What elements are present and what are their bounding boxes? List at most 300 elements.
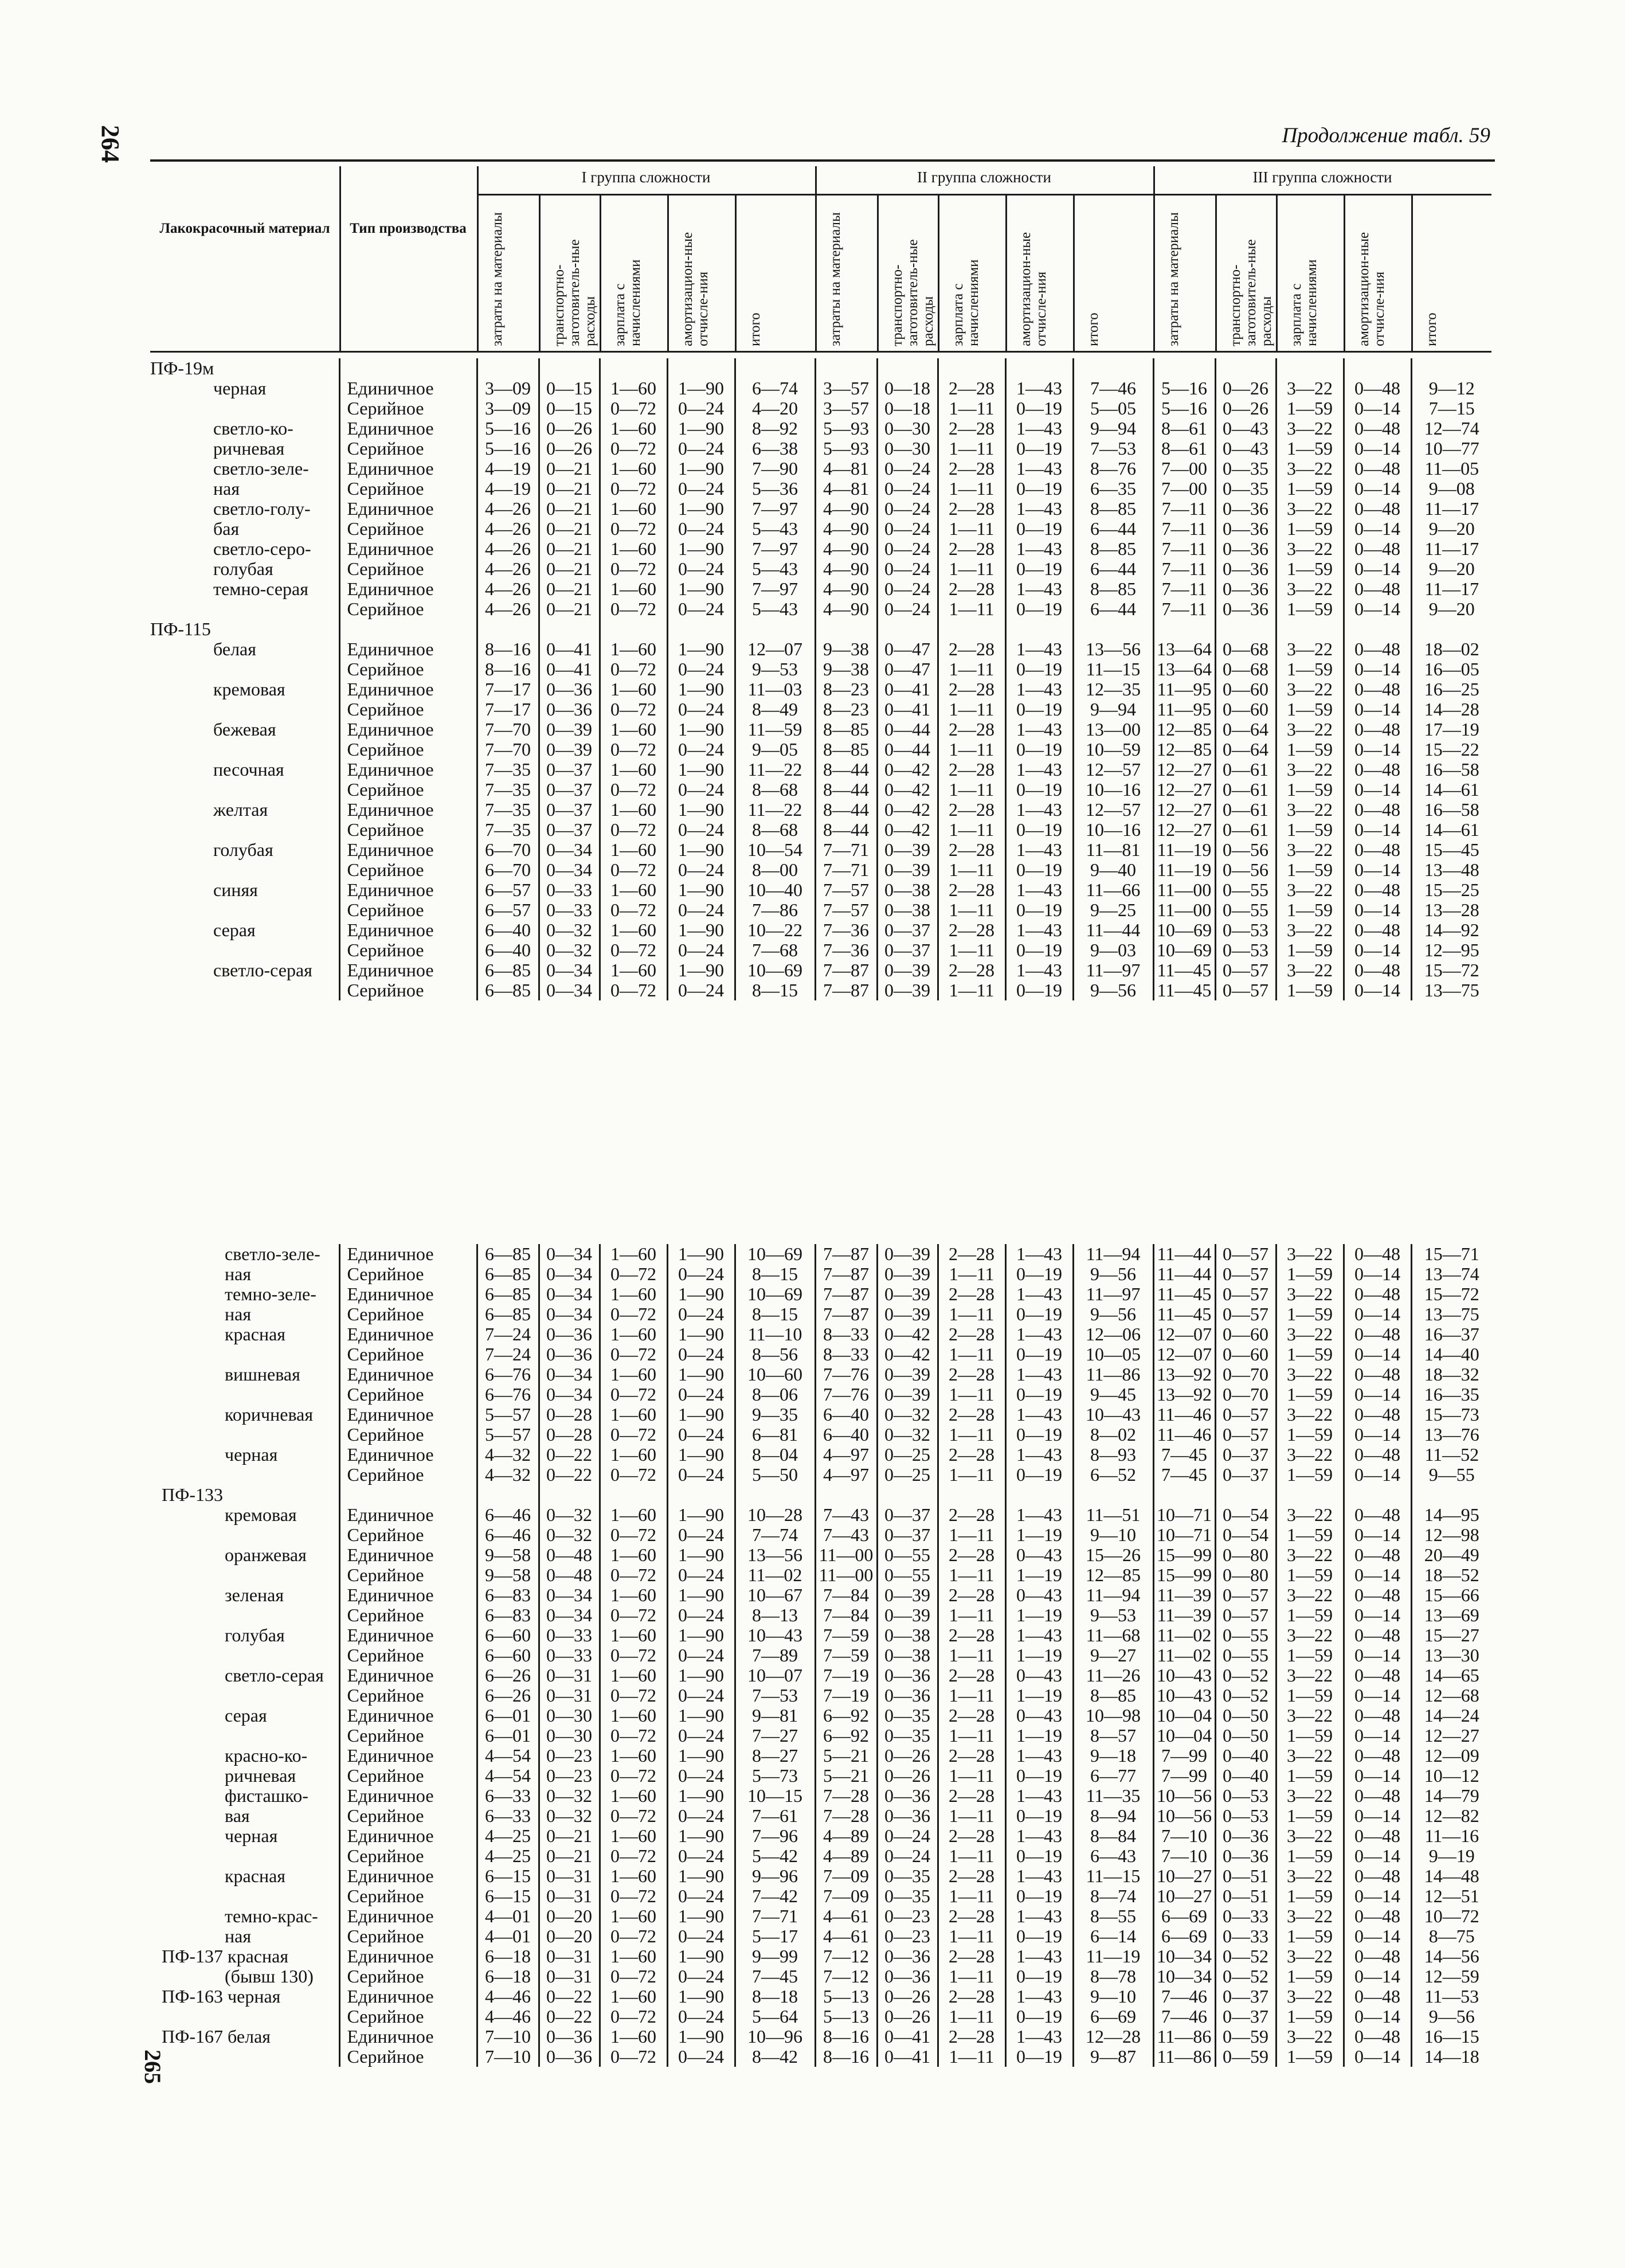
cost-cell: 12—07	[735, 639, 815, 659]
cost-cell: 0—19	[1005, 699, 1073, 719]
material-name: светло-серая	[213, 960, 312, 980]
cost-cell: 0—39	[877, 1304, 938, 1324]
cost-cell	[1276, 619, 1344, 639]
table-row	[162, 1906, 1491, 1926]
cost-cell: 1—59	[1276, 1846, 1344, 1866]
cost-cell	[477, 358, 539, 378]
cost-cell: 0—59	[1215, 2047, 1276, 2067]
production-type: Серийное	[339, 1385, 477, 1405]
cost-cell: 1—11	[938, 519, 1005, 539]
cost-cell: 2—28	[938, 1786, 1005, 1806]
cost-cell: 7—10	[1153, 1846, 1215, 1866]
cost-cell: 12—35	[1073, 679, 1153, 699]
cost-cell: 1—60	[600, 1706, 667, 1726]
header-group-rule	[477, 194, 815, 195]
cost-cell: 1—60	[600, 459, 667, 479]
cost-cell: 0—48	[1344, 960, 1411, 980]
cost-cell: 0—36	[1215, 539, 1276, 559]
cost-cell: 7—70	[477, 719, 539, 740]
cost-cell	[815, 358, 877, 378]
cost-cell: 0—24	[667, 900, 735, 920]
cost-cell: 0—24	[877, 599, 938, 619]
cost-cell: 12—57	[1073, 760, 1153, 780]
cost-cell: 8—85	[815, 740, 877, 760]
cost-cell: 0—48	[1344, 1786, 1411, 1806]
table-row	[162, 1545, 1491, 1565]
cost-cell: 0—21	[539, 479, 600, 499]
cost-cell: 8—15	[735, 1304, 815, 1324]
cost-cell: 10—12	[1411, 1766, 1491, 1786]
cost-cell: 0—24	[667, 599, 735, 619]
table-row	[150, 719, 1491, 740]
production-type: Единичное	[339, 1445, 477, 1465]
cost-cell: 0—35	[877, 1886, 938, 1906]
cost-cell: 13—69	[1411, 1605, 1491, 1625]
cost-cell: 7—96	[735, 1826, 815, 1846]
production-type: Единичное	[339, 840, 477, 860]
cost-cell: 1—90	[667, 1746, 735, 1766]
cost-cell: 7—10	[1153, 1826, 1215, 1846]
cost-cell: 0—72	[600, 1686, 667, 1706]
cost-cell: 6—85	[477, 960, 539, 980]
cost-cell: 6—01	[477, 1706, 539, 1726]
cost-cell: 11—86	[1153, 2027, 1215, 2047]
cost-cell: 4—90	[815, 559, 877, 579]
material-name	[150, 900, 339, 920]
cost-cell: 5—43	[735, 559, 815, 579]
cost-cell: 1—43	[1005, 880, 1073, 900]
cost-cell: 1—59	[1276, 1726, 1344, 1746]
cost-cell	[1344, 358, 1411, 378]
cost-cell: 3—22	[1276, 1405, 1344, 1425]
cost-cell: 0—39	[877, 1264, 938, 1284]
cost-cell: 13—76	[1411, 1425, 1491, 1445]
cost-cell: 1—11	[938, 1966, 1005, 1987]
production-type: Единичное	[339, 960, 477, 980]
cost-cell: 0—14	[1344, 860, 1411, 880]
cost-cell: 0—48	[1344, 719, 1411, 740]
cost-cell: 0—19	[1005, 2047, 1073, 2067]
cost-cell: 1—60	[600, 800, 667, 820]
cost-cell: 11—97	[1073, 960, 1153, 980]
material-name: фисташко-	[225, 1786, 308, 1806]
cost-cell: 5—17	[735, 1926, 815, 1946]
cost-cell: 8—33	[815, 1324, 877, 1344]
cost-cell	[477, 1485, 539, 1505]
cost-cell: 1—43	[1005, 378, 1073, 398]
cost-cell: 1—43	[1005, 459, 1073, 479]
cost-cell: 3—22	[1276, 1786, 1344, 1806]
cost-cell: 10—04	[1153, 1706, 1215, 1726]
cost-cell: 0—23	[877, 1906, 938, 1926]
cost-cell: 11—59	[735, 719, 815, 740]
production-type: Серийное	[339, 1726, 477, 1746]
cost-cell: 0—24	[667, 1565, 735, 1585]
cost-cell: 7—17	[477, 679, 539, 699]
cost-cell: 1—19	[1005, 1565, 1073, 1585]
cost-cell: 0—14	[1344, 1605, 1411, 1625]
header-bottom-rule	[150, 351, 1491, 353]
cost-cell: 0—18	[877, 398, 938, 419]
cost-cell: 0—24	[667, 479, 735, 499]
cost-cell: 12—98	[1411, 1525, 1491, 1545]
group-header: II группа сложности	[917, 169, 1051, 186]
cost-cell: 3—22	[1276, 1324, 1344, 1344]
cost-cell: 0—55	[877, 1545, 938, 1565]
cost-cell: 1—59	[1276, 398, 1344, 419]
cost-cell: 7—45	[1153, 1465, 1215, 1485]
cost-cell: 1—59	[1276, 1806, 1344, 1826]
production-type: Единичное	[339, 459, 477, 479]
cost-cell	[1411, 358, 1491, 378]
subcolumn-header: амортизацион-ные отчисле-ния	[1356, 232, 1387, 346]
cost-cell: 9—10	[1073, 1987, 1153, 2007]
product-group-name: ПФ-133	[162, 1485, 224, 1505]
table-row	[162, 1826, 1491, 1846]
cost-cell: 0—31	[539, 1886, 600, 1906]
cost-cell: 1—59	[1276, 1645, 1344, 1665]
cost-cell: 0—23	[877, 1926, 938, 1946]
material-name: светло-голу-	[213, 499, 311, 519]
cost-cell: 0—14	[1344, 659, 1411, 679]
cost-cell: 0—32	[877, 1405, 938, 1425]
cost-cell: 0—48	[1344, 880, 1411, 900]
cost-cell: 0—19	[1005, 1465, 1073, 1485]
cost-cell: 0—48	[1344, 1987, 1411, 2007]
cost-cell: 0—21	[539, 559, 600, 579]
cost-cell: 6—40	[815, 1405, 877, 1425]
cost-cell: 9—53	[1073, 1605, 1153, 1625]
material-name	[150, 860, 339, 880]
production-type	[339, 1485, 477, 1505]
table-row	[150, 479, 1491, 499]
cost-cell: 3—22	[1276, 1665, 1344, 1686]
material-name	[150, 940, 339, 960]
cost-cell: 0—14	[1344, 699, 1411, 719]
production-type: Единичное	[339, 2027, 477, 2047]
cost-cell: 0—48	[1344, 579, 1411, 599]
cost-cell: 0—41	[877, 679, 938, 699]
cost-cell: 9—53	[735, 659, 815, 679]
cost-cell: 3—22	[1276, 1746, 1344, 1766]
cost-cell: 4—26	[477, 539, 539, 559]
material-name: бежевая	[213, 719, 276, 740]
cost-cell: 0—14	[1344, 1966, 1411, 1987]
cost-cell: 6—40	[815, 1425, 877, 1445]
group-row	[162, 1485, 1491, 1505]
header-divider-sub	[667, 194, 669, 351]
production-type: Единичное	[339, 419, 477, 439]
cost-cell: 1—59	[1276, 940, 1344, 960]
cost-cell: 1—43	[1005, 1405, 1073, 1425]
cost-cell: 10—69	[735, 1284, 815, 1304]
cost-cell: 6—81	[735, 1425, 815, 1445]
material-name: ная	[225, 1304, 252, 1324]
cost-cell: 0—39	[539, 740, 600, 760]
cost-cell: 0—70	[1215, 1364, 1276, 1385]
cost-cell: 13—48	[1411, 860, 1491, 880]
cost-cell: 7—00	[1153, 479, 1215, 499]
cost-cell: 2—28	[938, 719, 1005, 740]
production-type: Единичное	[339, 579, 477, 599]
cost-cell: 9—94	[1073, 419, 1153, 439]
cost-cell: 1—90	[667, 2027, 735, 2047]
cost-cell: 0—19	[1005, 1344, 1073, 1364]
production-type: Единичное	[339, 1505, 477, 1525]
cost-cell: 1—90	[667, 459, 735, 479]
table-row	[150, 439, 1491, 459]
cost-cell: 1—60	[600, 1786, 667, 1806]
cost-cell: 11—94	[1073, 1244, 1153, 1264]
cost-cell: 3—57	[815, 378, 877, 398]
cost-cell: 0—24	[667, 820, 735, 840]
cost-cell: 1—60	[600, 1284, 667, 1304]
cost-cell: 0—48	[1344, 1284, 1411, 1304]
cost-cell: 0—41	[877, 2027, 938, 2047]
cost-cell: 0—61	[1215, 780, 1276, 800]
cost-cell: 0—47	[877, 639, 938, 659]
cost-cell: 0—14	[1344, 780, 1411, 800]
cost-cell: 0—19	[1005, 1846, 1073, 1866]
cost-cell: 0—19	[1005, 559, 1073, 579]
cost-cell: 1—43	[1005, 1866, 1073, 1886]
cost-cell: 1—43	[1005, 639, 1073, 659]
cost-cell: 10—77	[1411, 439, 1491, 459]
cost-cell: 6—69	[1073, 2007, 1153, 2027]
cost-cell: 11—02	[735, 1565, 815, 1585]
cost-cell: 0—72	[600, 740, 667, 760]
cost-cell	[815, 1485, 877, 1505]
cost-cell: 0—37	[1215, 1445, 1276, 1465]
cost-cell: 1—60	[600, 1445, 667, 1465]
cost-cell: 0—55	[1215, 1625, 1276, 1645]
table-row	[150, 519, 1491, 539]
production-type: Серийное	[339, 1926, 477, 1946]
cost-cell	[600, 1485, 667, 1505]
cost-cell: 0—53	[1215, 920, 1276, 940]
cost-cell: 0—72	[600, 1565, 667, 1585]
cost-cell: 1—11	[938, 860, 1005, 880]
cost-cell: 8—56	[735, 1344, 815, 1364]
table-row	[162, 1324, 1491, 1344]
cost-cell: 12—27	[1153, 820, 1215, 840]
table-row	[162, 2007, 1491, 2027]
production-type: Серийное	[339, 820, 477, 840]
production-type: Серийное	[339, 780, 477, 800]
cost-cell: 6—76	[477, 1385, 539, 1405]
cost-cell: 0—14	[1344, 2047, 1411, 2067]
cost-cell: 0—50	[1215, 1726, 1276, 1746]
cost-cell: 1—11	[938, 1304, 1005, 1324]
cost-cell: 13—28	[1411, 900, 1491, 920]
material-name: ричневая	[225, 1766, 296, 1786]
production-type: Серийное	[339, 1525, 477, 1545]
cost-cell: 0—72	[600, 1886, 667, 1906]
material-name: светло-серая	[225, 1665, 324, 1686]
cost-cell: 11—19	[1073, 1946, 1153, 1966]
material-name: темно-серая	[213, 579, 308, 599]
subcolumn-header: зарплата с начислениями	[612, 259, 643, 346]
cost-cell: 0—48	[539, 1565, 600, 1585]
material-name: ричневая	[213, 439, 285, 459]
production-type: Единичное	[339, 1284, 477, 1304]
cost-cell: 0—50	[1215, 1706, 1276, 1726]
cost-cell: 4—89	[815, 1826, 877, 1846]
cost-cell: 0—39	[877, 980, 938, 1000]
cost-cell: 8—78	[1073, 1966, 1153, 1987]
cost-cell: 0—19	[1005, 398, 1073, 419]
cost-cell: 8—57	[1073, 1726, 1153, 1746]
cost-cell: 8—18	[735, 1987, 815, 2007]
production-type: Единичное	[339, 1324, 477, 1344]
production-type	[339, 619, 477, 639]
cost-cell: 7—87	[815, 1284, 877, 1304]
cost-cell: 11—00	[1153, 900, 1215, 920]
material-name: красная	[225, 1324, 285, 1344]
cost-cell: 0—22	[539, 1445, 600, 1465]
material-name: голубая	[213, 840, 273, 860]
cost-cell	[877, 358, 938, 378]
cost-cell: 1—60	[600, 539, 667, 559]
cost-cell: 0—53	[1215, 940, 1276, 960]
cost-cell: 7—09	[815, 1886, 877, 1906]
cost-cell: 7—35	[477, 780, 539, 800]
cost-cell: 9—10	[1073, 1525, 1153, 1545]
cost-cell: 6—77	[1073, 1766, 1153, 1786]
table-row	[150, 860, 1491, 880]
cost-cell: 0—33	[539, 1645, 600, 1665]
material-name	[162, 1344, 339, 1364]
cost-cell: 1—90	[667, 800, 735, 820]
cost-cell: 7—71	[735, 1906, 815, 1926]
cost-cell: 4—90	[815, 579, 877, 599]
cost-cell: 1—90	[667, 1665, 735, 1686]
cost-cell: 0—72	[600, 820, 667, 840]
cost-cell: 1—43	[1005, 760, 1073, 780]
cost-cell: 1—60	[600, 1826, 667, 1846]
material-name: голубая	[213, 559, 273, 579]
cost-cell: 7—27	[735, 1726, 815, 1746]
cost-cell: 7—61	[735, 1806, 815, 1826]
cost-cell: 0—14	[1344, 2007, 1411, 2027]
cost-cell: 16—35	[1411, 1385, 1491, 1405]
table-row	[150, 740, 1491, 760]
cost-cell: 8—04	[735, 1445, 815, 1465]
cost-cell: 7—11	[1153, 519, 1215, 539]
cost-cell: 0—14	[1344, 980, 1411, 1000]
cost-cell: 0—33	[539, 900, 600, 920]
cost-cell: 5—43	[735, 519, 815, 539]
cost-cell: 9—05	[735, 740, 815, 760]
header-divider-sub	[1005, 194, 1007, 351]
cost-cell: 10—43	[1073, 1405, 1153, 1425]
cost-cell: 10—28	[735, 1505, 815, 1525]
material-name: (бывш 130)	[225, 1966, 314, 1987]
cost-cell: 2—28	[938, 1324, 1005, 1344]
cost-cell: 0—19	[1005, 599, 1073, 619]
cost-cell: 0—38	[877, 900, 938, 920]
header-divider-sub	[539, 194, 541, 351]
top-rule	[150, 159, 1495, 162]
cost-cell: 0—36	[1215, 1826, 1276, 1846]
cost-cell: 1—43	[1005, 1445, 1073, 1465]
cost-cell: 8—06	[735, 1385, 815, 1405]
cost-cell	[1276, 1485, 1344, 1505]
cost-cell: 0—36	[1215, 599, 1276, 619]
cost-cell: 0—48	[1344, 1324, 1411, 1344]
cost-cell: 4—26	[477, 599, 539, 619]
cost-cell: 18—32	[1411, 1364, 1491, 1385]
cost-cell: 8—84	[1073, 1826, 1153, 1846]
cost-cell: 5—13	[815, 2007, 877, 2027]
cost-cell: 0—37	[1215, 1465, 1276, 1485]
cost-cell: 0—26	[877, 1766, 938, 1786]
cost-cell: 11—44	[1153, 1244, 1215, 1264]
cost-cell: 0—42	[877, 780, 938, 800]
cost-cell: 1—11	[938, 2007, 1005, 2027]
cost-cell: 12—85	[1153, 719, 1215, 740]
material-column-header: Лакокрасочный материал	[159, 221, 330, 236]
cost-cell: 0—41	[877, 699, 938, 719]
cost-cell	[539, 619, 600, 639]
cost-cell: 1—60	[600, 1505, 667, 1525]
cost-cell: 0—14	[1344, 1886, 1411, 1906]
cost-cell: 10—98	[1073, 1706, 1153, 1726]
cost-cell: 0—72	[600, 2047, 667, 2067]
cost-cell: 0—39	[877, 1284, 938, 1304]
cost-cell: 1—11	[938, 780, 1005, 800]
production-type: Единичное	[339, 1364, 477, 1385]
cost-cell: 0—72	[600, 439, 667, 459]
cost-cell: 5—21	[815, 1746, 877, 1766]
cost-cell: 6—40	[477, 920, 539, 940]
cost-cell: 0—20	[539, 1906, 600, 1926]
cost-cell: 15—72	[1411, 1284, 1491, 1304]
cost-cell: 1—43	[1005, 1244, 1073, 1264]
cost-cell: 0—57	[1215, 960, 1276, 980]
cost-cell: 0—36	[539, 1324, 600, 1344]
cost-cell: 7—87	[815, 1304, 877, 1324]
cost-cell: 1—43	[1005, 679, 1073, 699]
cost-cell: 1—59	[1276, 599, 1344, 619]
cost-cell	[877, 619, 938, 639]
cost-cell: 0—40	[1215, 1766, 1276, 1786]
cost-cell: 0—37	[539, 820, 600, 840]
cost-cell: 6—18	[477, 1966, 539, 1987]
cost-cell: 0—34	[539, 980, 600, 1000]
cost-cell: 0—39	[877, 960, 938, 980]
cost-cell: 9—12	[1411, 378, 1491, 398]
production-type: Единичное	[339, 719, 477, 740]
production-type: Единичное	[339, 639, 477, 659]
table-row	[162, 1304, 1491, 1324]
cost-cell: 0—35	[1215, 479, 1276, 499]
cost-cell: 14—18	[1411, 2047, 1491, 2067]
cost-cell: 4—26	[477, 559, 539, 579]
cost-cell: 0—39	[877, 1605, 938, 1625]
cost-cell: 5—64	[735, 2007, 815, 2027]
cost-cell: 0—14	[1344, 1304, 1411, 1324]
cost-cell: 11—00	[1153, 880, 1215, 900]
cost-cell: 2—28	[938, 1706, 1005, 1726]
cost-cell: 9—56	[1073, 1304, 1153, 1324]
cost-cell: 0—35	[877, 1726, 938, 1746]
header-divider-sub	[1276, 194, 1278, 351]
cost-cell: 3—22	[1276, 719, 1344, 740]
cost-cell: 14—79	[1411, 1786, 1491, 1806]
cost-cell: 12—57	[1073, 800, 1153, 820]
cost-cell: 0—19	[1005, 740, 1073, 760]
